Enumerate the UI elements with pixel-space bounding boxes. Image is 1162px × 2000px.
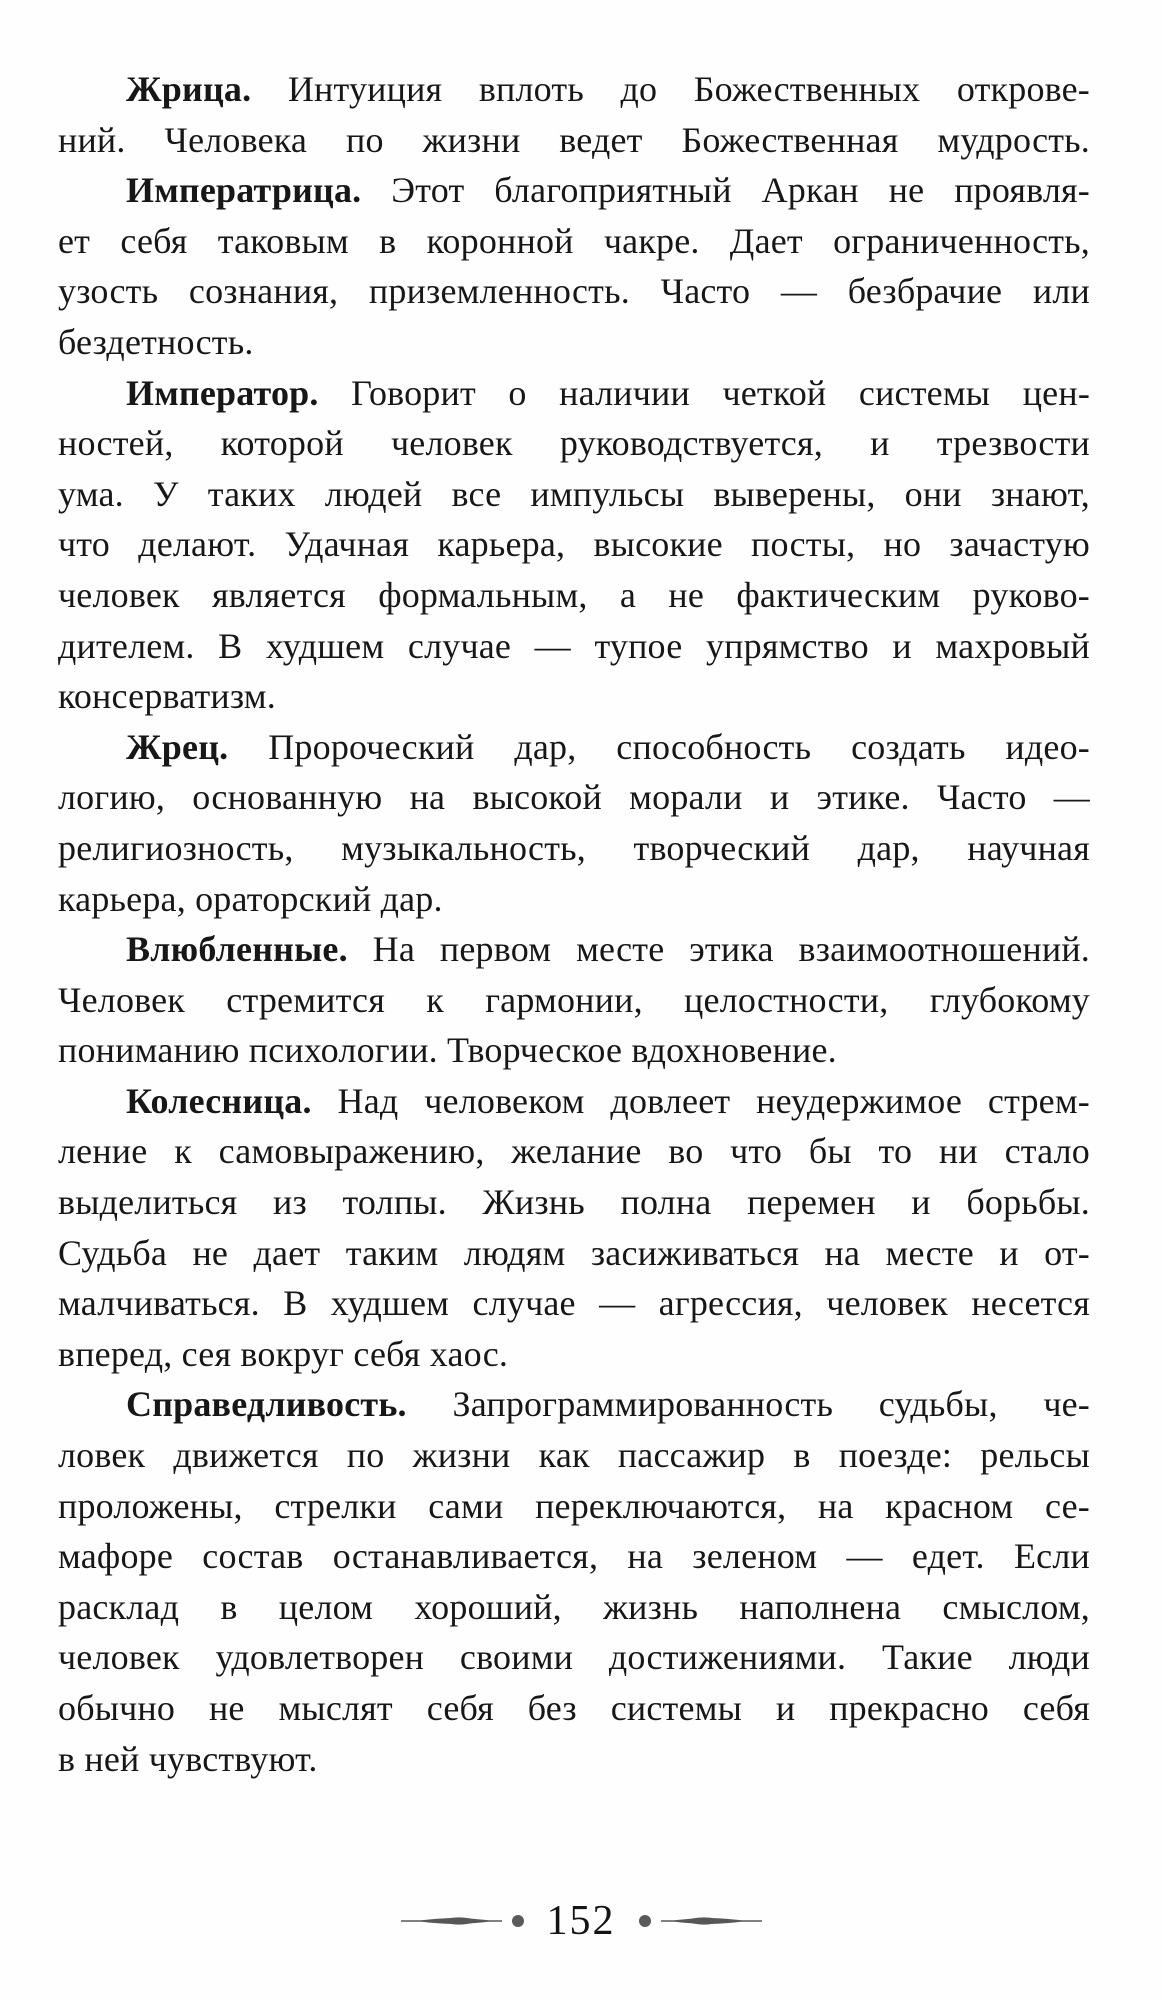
arcana-name: Влюбленные.: [126, 929, 348, 970]
text-line: Жрица. Интуиция вплоть до Божественных открове-: [126, 69, 1090, 109]
page-number: 152: [546, 1898, 616, 1944]
text-line: карьера, ораторский дар.: [58, 878, 443, 919]
text-line: узость сознания, приземленность. Часто — безбрачие или: [58, 271, 1090, 312]
text-line: логию, основанную на высокой морали и этике. Часто —: [58, 777, 1090, 818]
text-line: ление к самовыражению, желание во что бы то ни стало: [58, 1131, 1090, 1172]
text-line: Судьба не дает таким людям засиживаться на месте и от-: [58, 1232, 1090, 1273]
text-line: ностей, которой человек руководствуется, и трезвости: [58, 423, 1090, 464]
text-line: Человек стремится к гармонии, целостности, глубокому: [58, 979, 1090, 1020]
arcana-name: Императрица.: [126, 170, 362, 211]
arcana-name: Жрица.: [126, 69, 252, 109]
text-line: ловек движется по жизни как пассажир в поезде: рельсы: [58, 1435, 1090, 1476]
text-line: дителем. В худшем случае — тупое упрямство и махровый: [58, 625, 1090, 666]
text-line: консерватизм.: [58, 676, 276, 717]
text-line: человек является формальным, а не фактическим руково-: [58, 574, 1090, 615]
text-line: Справедливость. Запрограммированность судьбы, че-: [126, 1384, 1090, 1425]
text-line: Жрец. Пророческий дар, способность создать идео-: [126, 726, 1090, 767]
text-line: малчиваться. В худшем случае — агрессия, человек несется: [58, 1283, 1090, 1324]
text-line: религиозность, музыкальность, творческий дар, научная: [58, 827, 1090, 868]
arcana-name: Император.: [126, 372, 319, 413]
text-line: Влюбленные. На первом месте этика взаимоотношений.: [126, 929, 1090, 970]
text-line: проложены, стрелки сами переключаются, на красном се-: [58, 1485, 1090, 1526]
text-line: Императрица. Этот благоприятный Аркан не проявля-: [126, 170, 1090, 211]
text-line: в ней чувствуют.: [58, 1738, 318, 1779]
text-line: Колесница. Над человеком довлеет неудержимое стрем-: [126, 1080, 1090, 1121]
text-line: ума. У таких людей все импульсы выверены, они знают,: [58, 473, 1090, 514]
dot-ornament-left: [512, 1915, 524, 1927]
text-line: пониманию психологии. Творческое вдохновение.: [58, 1030, 837, 1071]
text-line: что делают. Удачная карьера, высокие посты, но зачастую: [58, 524, 1090, 565]
arcana-name: Колесница.: [126, 1080, 312, 1121]
text-line: человек удовлетворен своими достижениями. Такие люди: [58, 1637, 1090, 1678]
text-block: [58, 64, 1090, 1784]
arcana-name: Жрец.: [126, 726, 229, 767]
text-line: выделиться из толпы. Жизнь полна перемен и борьбы.: [58, 1182, 1090, 1223]
text-line: ет себя таковым в коронной чакре. Дает ограниченность,: [58, 220, 1090, 261]
dot-ornament-right: [639, 1915, 651, 1927]
page-footer: [0, 1898, 1162, 1944]
text-line: обычно не мыслят себя без системы и прекрасно себя: [58, 1688, 1090, 1728]
text-line: Император. Говорит о наличии четкой системы цен-: [126, 372, 1091, 413]
text-line: расклад в целом хороший, жизнь наполнена смыслом,: [58, 1586, 1090, 1627]
tapered-rule-right-icon: [660, 1912, 762, 1930]
tapered-rule-left-icon: [401, 1912, 503, 1930]
text-line: ний. Человека по жизни ведет Божественная мудрость.: [58, 119, 1090, 160]
text-line: мафоре состав останавливается, на зеленом — едет. Если: [58, 1536, 1090, 1577]
text-line: вперед, сея вокруг себя хаос.: [58, 1333, 509, 1374]
text-line: бездетность.: [58, 321, 254, 362]
arcana-name: Справедливость.: [126, 1384, 407, 1425]
